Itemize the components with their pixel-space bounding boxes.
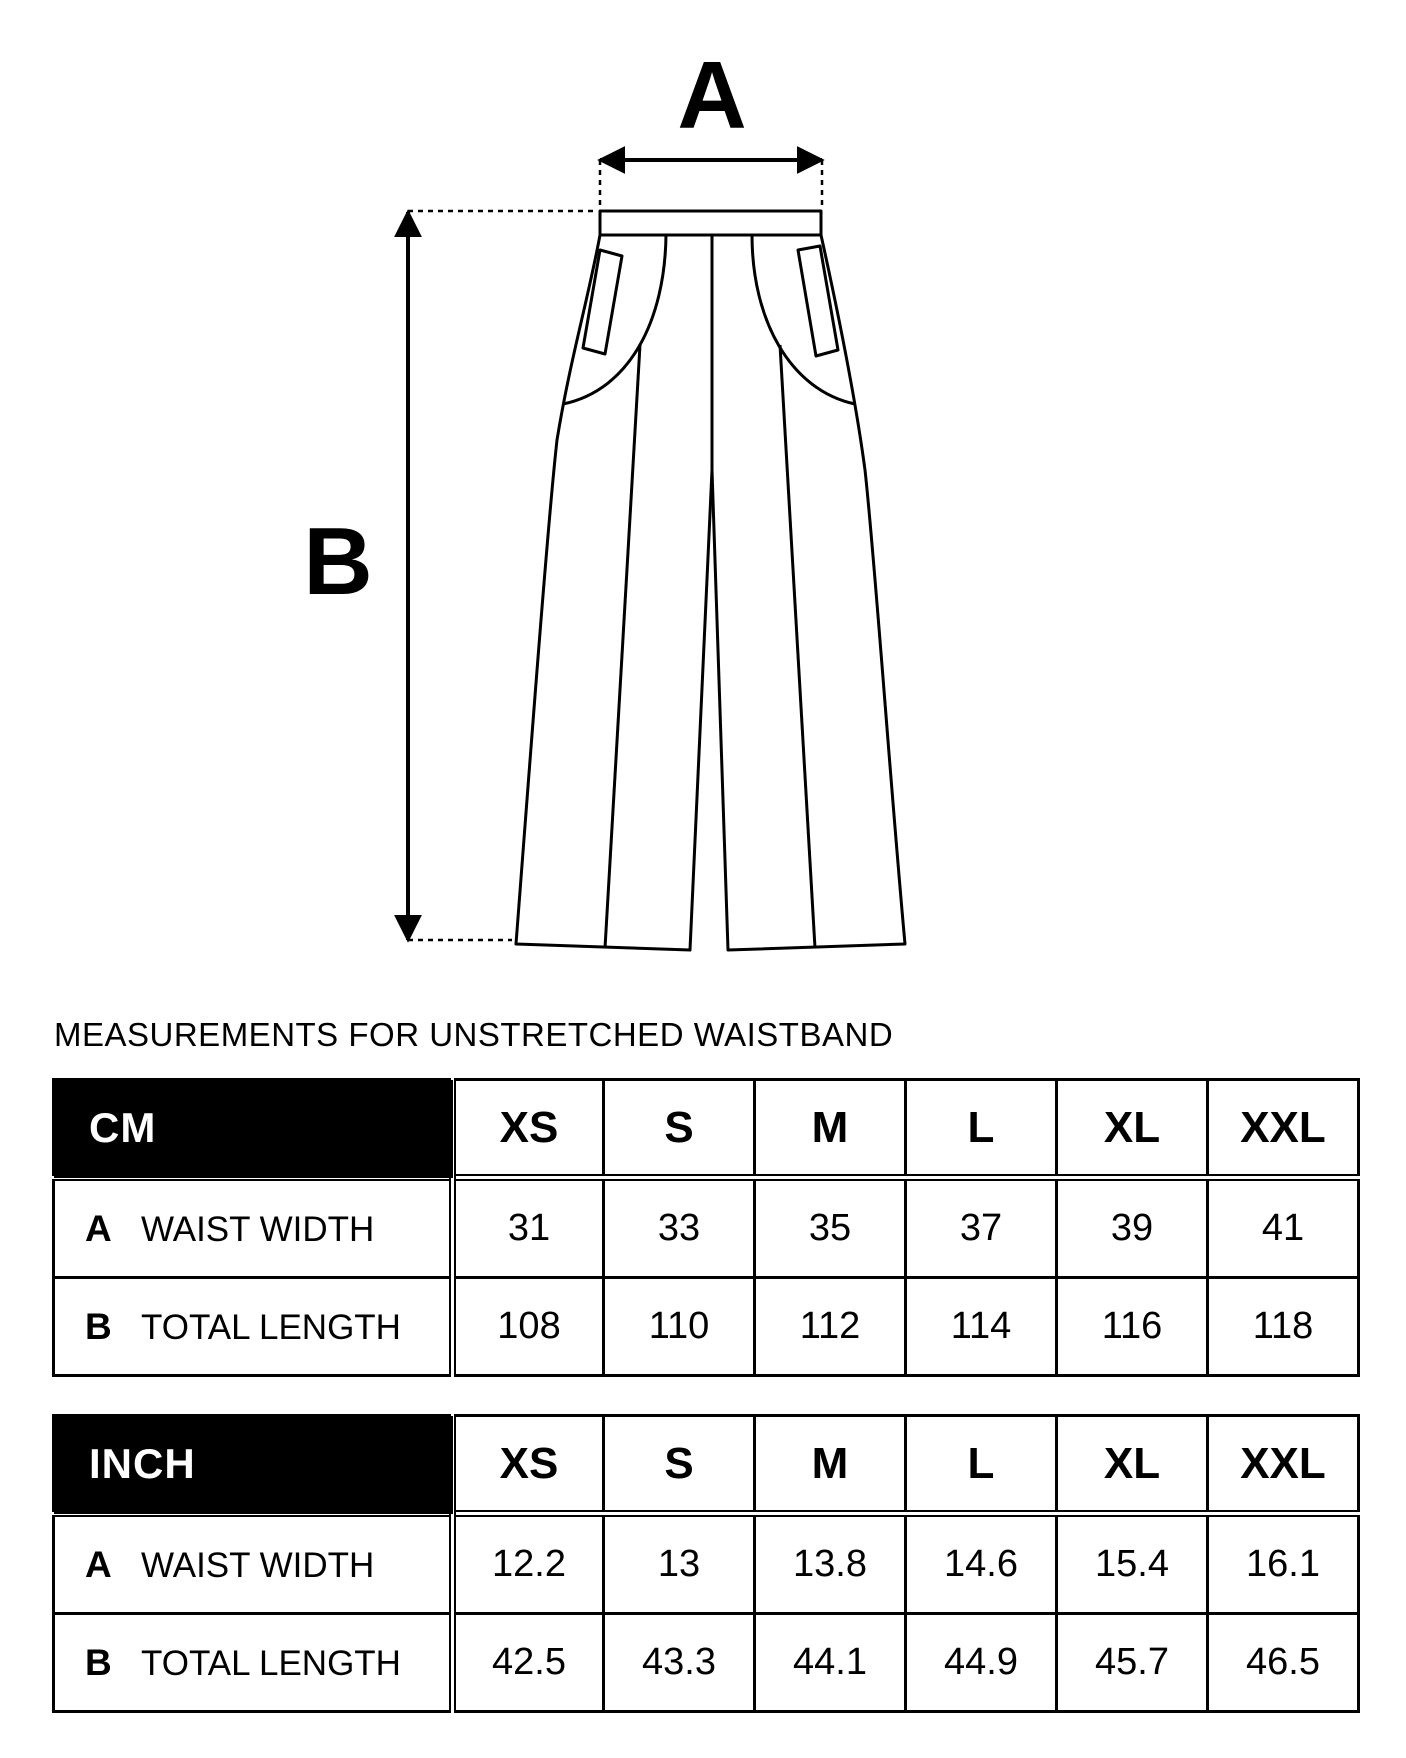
size-header: XL: [1057, 1080, 1208, 1178]
size-header: XXL: [1208, 1416, 1359, 1514]
table-cell: 46.5: [1208, 1614, 1359, 1712]
measurement-label-b: B: [303, 508, 373, 615]
left-pocket-curve: [563, 235, 666, 404]
size-header: M: [755, 1080, 906, 1178]
measurement-b-group: [303, 211, 598, 940]
table-cell: 12.2: [453, 1514, 604, 1614]
row-label-text: WAIST WIDTH: [141, 1209, 375, 1249]
table-cell: 41: [1208, 1178, 1359, 1278]
right-crease: [780, 345, 815, 948]
table-cell: 114: [906, 1278, 1057, 1376]
size-header: M: [755, 1416, 906, 1514]
table-cell: 42.5: [453, 1614, 604, 1712]
table-cell: 110: [604, 1278, 755, 1376]
row-label: [54, 1614, 453, 1712]
row-label: [54, 1178, 453, 1278]
size-header: XS: [453, 1080, 604, 1178]
measurement-label-a: A: [677, 42, 747, 149]
table-row: [54, 1614, 1359, 1712]
row-label: [54, 1514, 453, 1614]
measurement-a-group: [600, 42, 822, 210]
row-key: B: [85, 1305, 112, 1347]
row-label: [54, 1278, 453, 1376]
table-cell: 43.3: [604, 1614, 755, 1712]
table-cell: 13.8: [755, 1514, 906, 1614]
table-cell: 44.9: [906, 1614, 1057, 1712]
size-header: XS: [453, 1416, 604, 1514]
size-table-inch: [52, 1414, 1360, 1713]
table-cell: 44.1: [755, 1614, 906, 1712]
row-label-text: TOTAL LENGTH: [141, 1643, 401, 1683]
table-cell: 112: [755, 1278, 906, 1376]
table-cell: 15.4: [1057, 1514, 1208, 1614]
table-row: [54, 1178, 1359, 1278]
size-header: S: [604, 1416, 755, 1514]
row-label-text: WAIST WIDTH: [141, 1545, 375, 1585]
table-cell: 35: [755, 1178, 906, 1278]
size-header-row: [54, 1416, 1359, 1514]
left-pocket-welt: [583, 250, 622, 354]
measurement-caption: MEASUREMENTS FOR UNSTRETCHED WAISTBAND: [54, 1016, 894, 1053]
unit-label: CM: [54, 1080, 453, 1178]
table-cell: 37: [906, 1178, 1057, 1278]
row-key: B: [85, 1641, 112, 1683]
size-header: L: [906, 1080, 1057, 1178]
size-header: XXL: [1208, 1080, 1359, 1178]
table-cell: 16.1: [1208, 1514, 1359, 1614]
table-cell: 108: [453, 1278, 604, 1376]
right-pocket-welt: [798, 246, 838, 356]
size-header: XL: [1057, 1416, 1208, 1514]
table-cell: 45.7: [1057, 1614, 1208, 1712]
size-header-row: [54, 1080, 1359, 1178]
waistband: [600, 211, 821, 235]
table-cell: 31: [453, 1178, 604, 1278]
pants-outline: [516, 211, 905, 950]
row-key: A: [85, 1207, 112, 1249]
left-leg: [516, 235, 712, 950]
size-header: S: [604, 1080, 755, 1178]
table-cell: 33: [604, 1178, 755, 1278]
row-label-text: TOTAL LENGTH: [141, 1307, 401, 1347]
row-key: A: [85, 1543, 112, 1585]
size-table-cm: [52, 1078, 1360, 1377]
left-crease: [605, 345, 640, 948]
table-cell: 39: [1057, 1178, 1208, 1278]
table-cell: 13: [604, 1514, 755, 1614]
size-header: L: [906, 1416, 1057, 1514]
table-row: [54, 1514, 1359, 1614]
table-cell: 116: [1057, 1278, 1208, 1376]
table-cell: 118: [1208, 1278, 1359, 1376]
unit-label: INCH: [54, 1416, 453, 1514]
table-cell: 14.6: [906, 1514, 1057, 1614]
table-row: [54, 1278, 1359, 1376]
